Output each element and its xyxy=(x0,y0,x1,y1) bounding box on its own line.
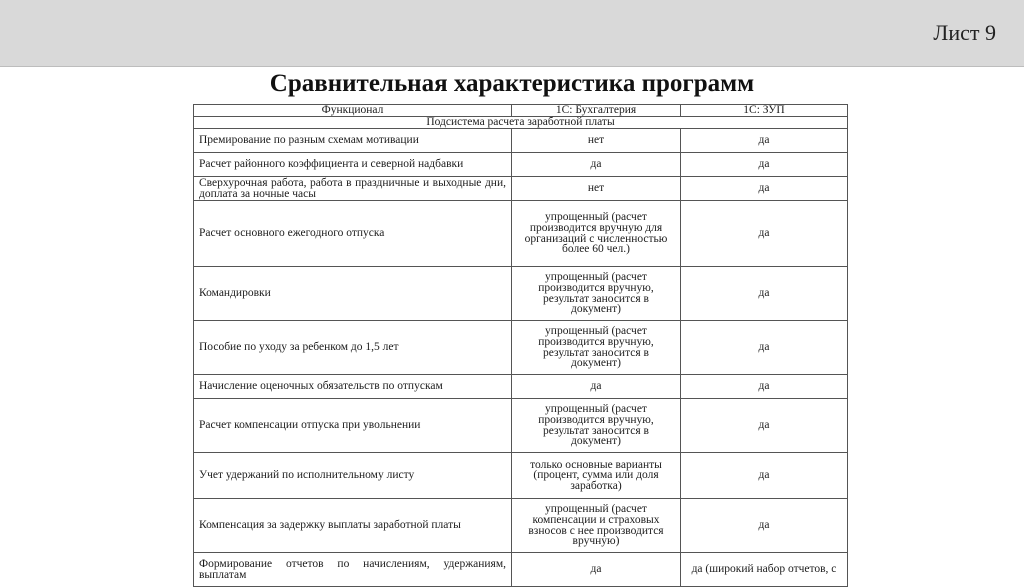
comparison-table-container xyxy=(193,104,847,581)
slide-title: Сравнительная характеристика программ xyxy=(269,70,755,97)
subsystem-row xyxy=(194,117,848,129)
feature-cell: Учет удержаний по исполнительному листу xyxy=(194,453,512,499)
table-row xyxy=(194,153,848,177)
buh-cell: нет xyxy=(512,177,681,201)
table-header-row xyxy=(194,105,848,117)
table-row xyxy=(194,267,848,321)
feature-cell: Компенсация за задержку выплаты заработной платы xyxy=(194,499,512,553)
table-row xyxy=(194,499,848,553)
feature-cell: Расчет основного ежегодного отпуска xyxy=(194,201,512,267)
buh-cell: упрощенный (расчет производится вручную, результат заносится в документ) xyxy=(512,321,681,375)
feature-cell: Начисление оценочных обязательств по отпускам xyxy=(194,375,512,399)
sheet-number: Лист 9 xyxy=(933,20,996,45)
buh-cell: упрощенный (расчет компенсации и страховых взносов с нее производится вручную) xyxy=(512,499,681,553)
buh-cell: упрощенный (расчет производится вручную, результат заносится в документ) xyxy=(512,399,681,453)
column-header-buh: 1С: Бухгалтерия xyxy=(512,105,681,117)
zup-cell: да xyxy=(681,321,848,375)
feature-cell: Расчет районного коэффициента и северной надбавки xyxy=(194,153,512,177)
zup-cell: да xyxy=(681,375,848,399)
zup-cell: да xyxy=(681,267,848,321)
feature-cell: Формирование отчетов по начислениям, удержаниям, выплатам xyxy=(194,553,512,587)
table-row xyxy=(194,177,848,201)
column-header-feature: Функционал xyxy=(194,105,512,117)
feature-cell: Командировки xyxy=(194,267,512,321)
column-header-zup: 1С: ЗУП xyxy=(681,105,848,117)
buh-cell: только основные варианты (процент, сумма или доля заработка) xyxy=(512,453,681,499)
zup-cell: да xyxy=(681,453,848,499)
table-row xyxy=(194,321,848,375)
zup-cell: да xyxy=(681,201,848,267)
table-row xyxy=(194,399,848,453)
buh-cell: упрощенный (расчет производится вручную, результат заносится в документ) xyxy=(512,267,681,321)
table-row xyxy=(194,375,848,399)
feature-cell: Сверхурочная работа, работа в праздничные и выходные дни, доплата за ночные часы xyxy=(194,177,512,201)
buh-cell: упрощенный (расчет производится вручную для организаций с численностью более 60 чел.) xyxy=(512,201,681,267)
subsystem-label: Подсистема расчета заработной платы xyxy=(194,117,848,129)
zup-cell: да xyxy=(681,153,848,177)
table-row xyxy=(194,453,848,499)
feature-cell: Пособие по уходу за ребенком до 1,5 лет xyxy=(194,321,512,375)
feature-cell: Расчет компенсации отпуска при увольнении xyxy=(194,399,512,453)
zup-cell: да xyxy=(681,399,848,453)
table-row xyxy=(194,553,848,587)
buh-cell: да xyxy=(512,553,681,587)
zup-cell: да (широкий набор отчетов, с xyxy=(681,553,848,587)
comparison-table xyxy=(193,104,848,587)
zup-cell: да xyxy=(681,177,848,201)
zup-cell: да xyxy=(681,499,848,553)
slide-header-bar xyxy=(0,0,1024,67)
buh-cell: нет xyxy=(512,129,681,153)
feature-cell: Премирование по разным схемам мотивации xyxy=(194,129,512,153)
zup-cell: да xyxy=(681,129,848,153)
table-row xyxy=(194,129,848,153)
buh-cell: да xyxy=(512,153,681,177)
table-row xyxy=(194,201,848,267)
buh-cell: да xyxy=(512,375,681,399)
